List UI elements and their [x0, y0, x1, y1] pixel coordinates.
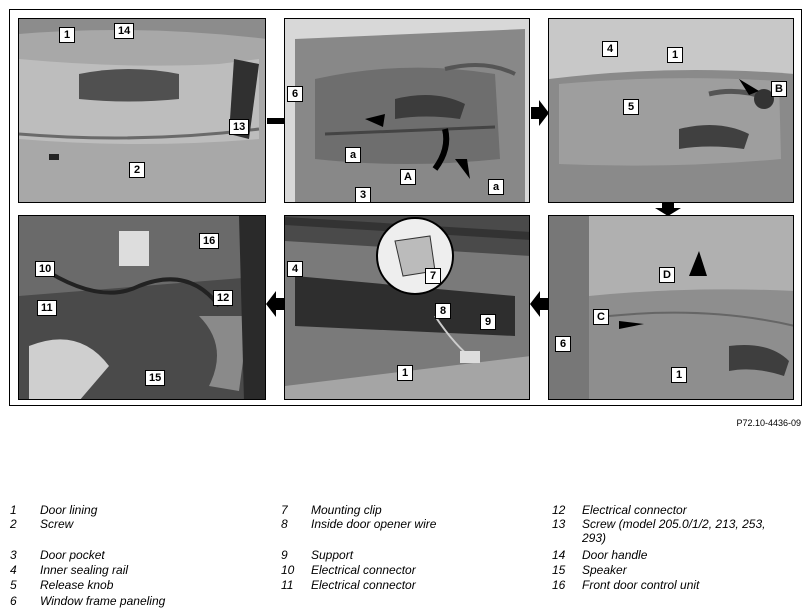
callout-12: 12 — [213, 290, 233, 306]
arrow-left-1-icon — [530, 291, 548, 317]
panel-door-pocket — [284, 18, 530, 203]
figure-frame — [9, 9, 802, 406]
callout-C: C — [593, 309, 609, 325]
callout-D: D — [659, 267, 675, 283]
callout-4: 4 — [287, 261, 303, 277]
callout-3: 3 — [355, 187, 371, 203]
arrow-down-icon — [655, 203, 681, 216]
callout-1: 1 — [667, 47, 683, 63]
callout-1: 1 — [59, 27, 75, 43]
callout-1: 1 — [397, 365, 413, 381]
callout-4: 4 — [602, 41, 618, 57]
callout-B: B — [771, 81, 787, 97]
panel-door-lining-screw — [18, 18, 266, 203]
callout-15: 15 — [145, 370, 165, 386]
callout-7: 7 — [425, 268, 441, 284]
legend-column-3: 12 Electrical connector 13 Screw (model 205.0/1/2, 213, 253, 293) 14 Door handle 15 Speaker 16 Front door control unit — [552, 503, 766, 592]
legend-column-1: 1 Door lining 2 Screw 3 Door pocket 4 Inner sealing rail 5 Release knob 6 Window frame paneling — [10, 503, 166, 608]
callout-A: A — [400, 169, 416, 185]
callout-2: 2 — [129, 162, 145, 178]
figure-reference: P72.10-4436-09 — [736, 418, 801, 428]
panel-control-unit — [18, 215, 266, 400]
callout-a-right: a — [488, 179, 504, 195]
panel-release-knob — [548, 18, 794, 203]
callout-6: 6 — [287, 86, 303, 102]
panel-mounting-clip — [284, 215, 530, 400]
callout-11: 11 — [37, 300, 57, 316]
arrow-right-2-icon — [531, 100, 549, 126]
callout-a-left: a — [345, 147, 361, 163]
callout-1: 1 — [671, 367, 687, 383]
arrow-right-1-icon — [267, 114, 285, 128]
callout-6: 6 — [555, 336, 571, 352]
callout-9: 9 — [480, 314, 496, 330]
callout-16: 16 — [199, 233, 219, 249]
callout-13: 13 — [229, 119, 249, 135]
callout-5: 5 — [623, 99, 639, 115]
arrow-left-2-icon — [266, 291, 284, 317]
callout-10: 10 — [35, 261, 55, 277]
panel-window-frame — [548, 215, 794, 400]
callout-8: 8 — [435, 303, 451, 319]
callout-14: 14 — [114, 23, 134, 39]
legend-column-2: 7 Mounting clip 8 Inside door opener wire 9 Support 10 Electrical connector 11 Electrical connector — [281, 503, 437, 592]
